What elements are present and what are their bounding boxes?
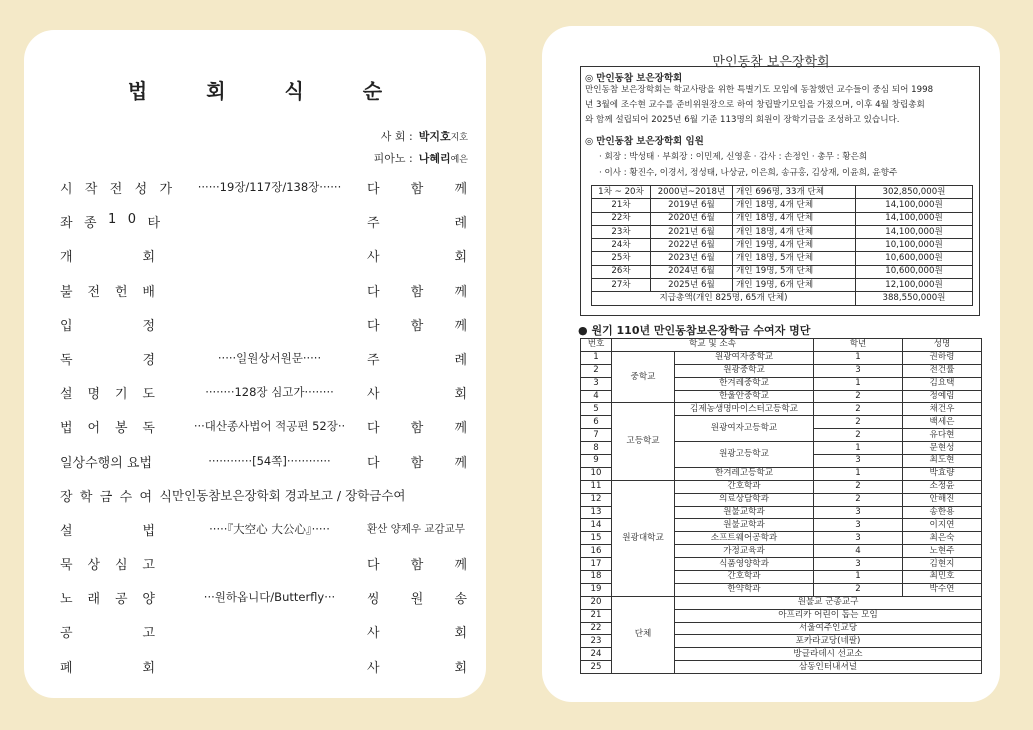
recipient-school: 간호학과: [675, 571, 814, 584]
recipient-name: 김현지: [903, 558, 982, 571]
recipient-number: 13: [581, 506, 612, 519]
order-item: [60, 520, 470, 554]
history-total-value: 388,550,000원: [856, 292, 973, 305]
recipient-school: 한겨레고등학교: [675, 467, 814, 480]
recipient-school: 가정교육과: [675, 545, 814, 558]
history-row: [592, 212, 973, 225]
order-performer: 주 례: [367, 216, 467, 232]
recipient-grade: 3: [814, 506, 903, 519]
recipient-name: 전건률: [903, 364, 982, 377]
history-cell: 25차: [592, 252, 651, 265]
order-item: [60, 246, 470, 280]
history-row: [592, 279, 973, 292]
recipient-number: 11: [581, 480, 612, 493]
order-performer: 다 함 께: [367, 455, 467, 471]
recipient-org: 방글라데시 선교소: [675, 648, 982, 661]
history-cell: 22차: [592, 212, 651, 225]
order-label: 설 법: [60, 523, 155, 539]
intro-line: 만인동참 보은장학회는 학교사랑을 위한 특별기도 모임에 동참했던 교수들이 중심 되어 1998: [585, 85, 934, 95]
recipient-number: 9: [581, 455, 612, 468]
recipients-table: [580, 338, 982, 674]
order-performer: 다 함 께: [367, 318, 467, 334]
recipient-name: 권하령: [903, 351, 982, 364]
recipient-group: 중학교: [612, 351, 675, 403]
order-item: [60, 452, 470, 486]
history-cell: 개인 19명, 5개 단체: [733, 265, 856, 278]
recipient-grade: 2: [814, 429, 903, 442]
recipient-school: 원광고등학교: [675, 442, 814, 468]
recipient-school: 원광여자중학교: [675, 351, 814, 364]
history-cell: 2025년 6월: [651, 279, 733, 292]
history-cell: 개인 18명, 5개 단체: [733, 252, 856, 265]
order-label: 장 학 금 수 여 식: [60, 489, 172, 505]
recipient-name: 최도현: [903, 455, 982, 468]
recipient-number: 23: [581, 635, 612, 648]
recipient-number: 14: [581, 519, 612, 532]
order-label: 법 어 봉 독: [60, 421, 155, 437]
order-item: [60, 486, 470, 520]
history-cell: 14,100,000원: [856, 225, 973, 238]
order-item: [60, 212, 470, 246]
history-row: [592, 199, 973, 212]
recipient-row: [581, 351, 982, 364]
recipient-grade: 2: [814, 583, 903, 596]
order-performer: 다 함 께: [367, 558, 467, 574]
history-cell: 2021년 6월: [651, 225, 733, 238]
order-desc: ······19장/117장/138장······: [197, 180, 342, 194]
recipient-name: 문현성: [903, 442, 982, 455]
order-performer: 사 회: [367, 660, 467, 676]
credit-piano: [374, 150, 468, 166]
recipient-number: 5: [581, 403, 612, 416]
recipient-number: 6: [581, 416, 612, 429]
order-full-text: 만인동참보은장학회 경과보고 / 장학금수여: [172, 487, 406, 503]
recipient-school: 의료상담학과: [675, 493, 814, 506]
recipient-number: 2: [581, 364, 612, 377]
recipient-group: 고등학교: [612, 403, 675, 480]
recipient-grade: 1: [814, 442, 903, 455]
intro-paragraph: [585, 83, 977, 128]
history-total-label: 지급총액(개인 825명, 65개 단체): [592, 292, 856, 305]
history-cell: 2023년 6월: [651, 252, 733, 265]
order-performer: 다 함 께: [367, 421, 467, 437]
recipient-number: 19: [581, 583, 612, 596]
credit-host: [381, 128, 468, 144]
recipient-grade: 3: [814, 364, 903, 377]
history-row: [592, 225, 973, 238]
history-cell: 개인 696명, 33개 단체: [733, 186, 856, 199]
history-cell: 10,600,000원: [856, 252, 973, 265]
intro-line: 년 3월에 조수현 교수를 준비위원장으로 하여 창립발기모임을 가졌으며, 이후 4월 창립총회: [585, 100, 925, 110]
section-heading: ◎ 만인동참 보은장학회 임원: [585, 136, 704, 147]
page-title: 법 회 식 순: [127, 79, 409, 103]
order-performer: 환산 양제우 교감교무: [367, 522, 465, 535]
recipient-grade: 4: [814, 545, 903, 558]
recipient-number: 1: [581, 351, 612, 364]
history-cell: 개인 19명, 4개 단체: [733, 239, 856, 252]
recipient-school: 소프트웨어공학과: [675, 532, 814, 545]
recipient-name: 김요택: [903, 377, 982, 390]
recipient-school: 원광여자고등학교: [675, 416, 814, 442]
column-header: 번호: [581, 339, 612, 352]
order-item: [60, 349, 470, 383]
order-label: 불 전 헌 배: [60, 284, 155, 300]
history-cell: 2024년 6월: [651, 265, 733, 278]
scholarship-panel: [542, 26, 1000, 702]
recipients-header-row: [581, 339, 982, 352]
history-cell: 26차: [592, 265, 651, 278]
order-performer: 씽 원 송: [367, 592, 467, 608]
order-item: [60, 622, 470, 656]
scholarship-info-box: [580, 66, 980, 316]
order-desc: ········128장 심고가········: [205, 385, 334, 400]
history-cell: 개인 18명, 4개 단체: [733, 225, 856, 238]
recipient-number: 4: [581, 390, 612, 403]
order-desc: ············[54쪽]············: [208, 453, 331, 468]
credit-name: 나혜리: [418, 152, 451, 165]
history-cell: 2019년 6월: [651, 199, 733, 212]
recipient-name: 백세은: [903, 416, 982, 429]
recipient-group: 단체: [612, 596, 675, 673]
order-performer: 주 례: [367, 352, 467, 368]
history-total-row: [592, 292, 973, 305]
recipient-school: 원불교학과: [675, 506, 814, 519]
recipient-school: 한겨레중학교: [675, 377, 814, 390]
recipient-grade: 2: [814, 390, 903, 403]
recipient-grade: 3: [814, 532, 903, 545]
recipient-grade: 1: [814, 351, 903, 364]
recipient-grade: 2: [814, 403, 903, 416]
credit-suffix: 예은: [450, 155, 468, 165]
recipient-group: 원광대학교: [612, 480, 675, 596]
history-cell: 개인 18명, 4개 단체: [733, 212, 856, 225]
recipient-row: [581, 480, 982, 493]
recipient-school: 식품영양학과: [675, 558, 814, 571]
history-cell: 24차: [592, 239, 651, 252]
recipient-name: 노현주: [903, 545, 982, 558]
order-label: 개 회: [60, 250, 155, 266]
recipient-org: 원불교 군종교구: [675, 596, 982, 609]
recipient-number: 15: [581, 532, 612, 545]
order-label: 독 경: [60, 352, 155, 368]
recipient-number: 16: [581, 545, 612, 558]
recipient-school: 원불교학과: [675, 519, 814, 532]
history-table: [591, 185, 973, 306]
recipient-grade: 2: [814, 480, 903, 493]
order-label: 노 래 공 양: [60, 592, 155, 608]
recipient-name: 안해진: [903, 493, 982, 506]
column-header: 학년: [814, 339, 903, 352]
order-label: 좌 종 1 0 타: [60, 212, 160, 232]
order-performer: 사 회: [367, 387, 467, 403]
order-desc: ·····『大空心 大公心』·····: [209, 521, 330, 536]
recipient-grade: 1: [814, 377, 903, 390]
history-row: [592, 252, 973, 265]
history-cell: 302,850,000원: [856, 186, 973, 199]
recipient-org: 서울여주인교당: [675, 622, 982, 635]
recipient-name: 소정윤: [903, 480, 982, 493]
recipient-number: 25: [581, 661, 612, 674]
intro-line: 와 함께 설립되어 2025년 6월 기준 113명의 회원이 장학기금을 조성하고 있습니다.: [585, 115, 900, 125]
recipient-grade: 2: [814, 416, 903, 429]
order-performer: 다 함 께: [367, 182, 467, 197]
recipient-number: 17: [581, 558, 612, 571]
recipient-name: 정예림: [903, 390, 982, 403]
history-cell: 개인 18명, 4개 단체: [733, 199, 856, 212]
order-desc: ···원하옵니다/Butterfly···: [203, 590, 336, 605]
ceremony-order-panel: [24, 30, 486, 698]
history-cell: 10,100,000원: [856, 239, 973, 252]
history-cell: 12,100,000원: [856, 279, 973, 292]
recipient-name: 채건우: [903, 403, 982, 416]
bullet-icon: ◎: [585, 136, 594, 147]
history-row: [592, 265, 973, 278]
recipient-number: 8: [581, 442, 612, 455]
history-cell: 23차: [592, 225, 651, 238]
credit-role: 피아노 :: [373, 152, 413, 165]
recipient-number: 18: [581, 571, 612, 584]
order-desc: ···대산종사법어 적공편 52장··: [193, 419, 346, 434]
recipient-grade: 2: [814, 493, 903, 506]
recipient-number: 20: [581, 596, 612, 609]
history-row: [592, 239, 973, 252]
recipient-name: 최민호: [903, 571, 982, 584]
section-heading: ◎ 만인동참 보은장학회: [585, 73, 683, 84]
recipient-number: 24: [581, 648, 612, 661]
recipient-school: 한약학과: [675, 583, 814, 596]
recipient-number: 10: [581, 467, 612, 480]
recipient-org: 아프리카 어린이 돕는 모임: [675, 609, 982, 622]
order-label: 설 명 기 도: [60, 387, 155, 403]
history-cell: 1차 ~ 20차: [592, 186, 651, 199]
history-cell: 10,600,000원: [856, 265, 973, 278]
recipient-school: 원광중학교: [675, 364, 814, 377]
order-item: [60, 315, 470, 349]
history-cell: 2020년 6월: [651, 212, 733, 225]
order-performer: 다 함 께: [367, 284, 467, 300]
recipient-number: 22: [581, 622, 612, 635]
bullet-icon: ◎: [585, 73, 594, 84]
order-label: 공 고: [60, 626, 155, 642]
recipient-row: [581, 403, 982, 416]
history-cell: 2022년 6월: [651, 239, 733, 252]
order-label: 시 작 전 성 가: [60, 182, 172, 197]
order-label: 폐 회: [60, 660, 155, 676]
order-label: 일상수행의 요법: [60, 455, 153, 471]
credit-suffix: 지호: [450, 133, 468, 143]
credit-name: 박지호: [418, 130, 451, 143]
order-performer: 사 회: [367, 626, 467, 642]
recipient-name: 유다현: [903, 429, 982, 442]
recipient-org: 삼동인터내셔널: [675, 661, 982, 674]
officers-line: · 회장 : 박성태 · 부회장 : 이민제, 신영훈 · 감사 : 손정인 · 총무 : 황은희: [599, 152, 868, 162]
recipient-name: 박효량: [903, 467, 982, 480]
recipient-number: 21: [581, 609, 612, 622]
recipient-org: 포카라교당(네팔): [675, 635, 982, 648]
recipient-grade: 3: [814, 455, 903, 468]
order-item: [60, 383, 470, 417]
recipient-name: 이지연: [903, 519, 982, 532]
recipients-heading: ● 원기 110년 만인동참보은장학금 수여자 명단: [578, 324, 811, 337]
order-desc: ·····일원상서원문·····: [217, 350, 322, 365]
recipient-school: 한울안중학교: [675, 390, 814, 403]
scholarship-title: 만인동참 보은장학회: [712, 55, 830, 70]
history-cell: 27차: [592, 279, 651, 292]
order-performer: 사 회: [367, 250, 467, 266]
history-cell: 14,100,000원: [856, 199, 973, 212]
order-item: [60, 178, 470, 212]
recipient-number: 7: [581, 429, 612, 442]
order-list: [60, 178, 470, 691]
recipient-grade: 1: [814, 467, 903, 480]
history-cell: 21차: [592, 199, 651, 212]
order-item: [60, 657, 470, 691]
recipient-school: 김제농생명마이스터고등학교: [675, 403, 814, 416]
order-item: [60, 281, 470, 315]
history-cell: 14,100,000원: [856, 212, 973, 225]
recipient-number: 12: [581, 493, 612, 506]
column-header: 학교 및 소속: [612, 339, 814, 352]
history-cell: 2000년~2018년: [651, 186, 733, 199]
recipient-name: 박수연: [903, 583, 982, 596]
order-label: 입 정: [60, 318, 155, 334]
recipient-school: 간호학과: [675, 480, 814, 493]
recipient-number: 3: [581, 377, 612, 390]
recipient-grade: 1: [814, 571, 903, 584]
order-item: [60, 417, 470, 451]
officers-line: · 이사 : 황진수, 이경서, 정성태, 나상균, 이은희, 송규홍, 김상재, 이윤희, 윤향주: [599, 168, 898, 178]
order-label: 묵 상 심 고: [60, 558, 155, 574]
history-cell: 개인 19명, 6개 단체: [733, 279, 856, 292]
recipient-name: 송한용: [903, 506, 982, 519]
order-item: [60, 554, 470, 588]
recipient-grade: 3: [814, 519, 903, 532]
recipient-row: [581, 596, 982, 609]
order-item: [60, 588, 470, 622]
recipient-name: 최은숙: [903, 532, 982, 545]
credit-role: 사 회 :: [380, 130, 413, 143]
column-header: 성명: [903, 339, 982, 352]
history-row: [592, 186, 973, 199]
recipient-grade: 3: [814, 558, 903, 571]
